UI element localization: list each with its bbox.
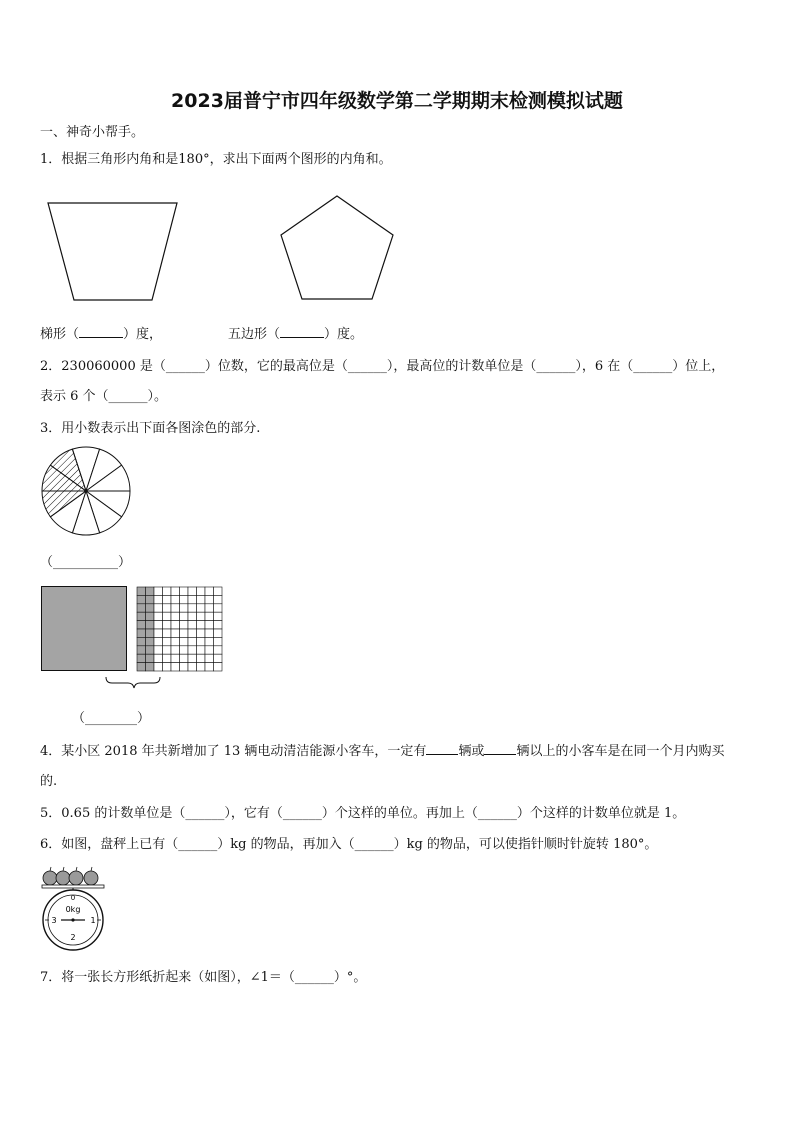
grid-cell	[154, 637, 163, 645]
decimal-squares-figure	[40, 584, 226, 688]
question-1: 1．根据三角形内角和是180°，求出下面两个图形的内角和。	[40, 152, 392, 167]
question-4-part-a: 4．某小区 2018 年共新增加了 13 辆电动清洁能源小客车，一定有	[40, 744, 427, 759]
trapezoid-blank[interactable]	[79, 325, 123, 338]
grid-cell	[188, 646, 197, 654]
grid-cell	[163, 612, 172, 620]
grid-cell	[171, 663, 180, 671]
grid-cell	[205, 604, 214, 612]
grid-cell	[154, 663, 163, 671]
question-3: 3．用小数表示出下面各图涂色的部分.	[40, 421, 261, 436]
grid-cell-shaded	[137, 621, 146, 629]
grid-cell	[197, 612, 206, 620]
grid-cell	[205, 595, 214, 603]
hundred-grid	[137, 587, 222, 671]
grid-cell	[154, 654, 163, 662]
scale-bottom-label: 2	[70, 933, 76, 942]
grid-cell	[214, 587, 223, 595]
grid-cell-shaded	[146, 595, 155, 603]
question-4-blank-2[interactable]	[484, 742, 516, 755]
grid-cell	[154, 646, 163, 654]
grid-cell	[171, 646, 180, 654]
circle-fraction-figure	[40, 444, 132, 538]
grid-cell	[188, 629, 197, 637]
grid-cell	[214, 604, 223, 612]
grid-cell	[188, 637, 197, 645]
scale-figure	[40, 862, 110, 952]
grid-cell	[163, 587, 172, 595]
grid-cell	[197, 663, 206, 671]
grid-cell	[154, 595, 163, 603]
grid-cell	[171, 629, 180, 637]
grid-cell	[163, 663, 172, 671]
grid-cell	[205, 663, 214, 671]
grid-cell	[197, 654, 206, 662]
trapezoid-answer	[40, 323, 162, 342]
question-4-part-b: 辆或	[458, 744, 485, 759]
scale-center-label: 0kg	[65, 905, 81, 914]
grid-cell	[163, 654, 172, 662]
grid-cell	[171, 654, 180, 662]
grid-cell	[205, 612, 214, 620]
scale-tray	[42, 885, 104, 888]
grid-cell	[180, 604, 189, 612]
grid-cell	[171, 587, 180, 595]
grid-cell	[163, 621, 172, 629]
scale-right-label: 1	[90, 916, 96, 925]
grid-cell	[205, 587, 214, 595]
question-4-blank-1[interactable]	[426, 742, 458, 755]
grid-cell	[163, 595, 172, 603]
grid-cell-shaded	[146, 621, 155, 629]
grid-cell	[180, 629, 189, 637]
grid-cell	[197, 604, 206, 612]
grid-cell	[154, 629, 163, 637]
trapezoid-figure	[46, 200, 180, 302]
grid-cell	[197, 621, 206, 629]
scale-left-label: 3	[51, 916, 57, 925]
grid-cell	[154, 612, 163, 620]
grid-cell-shaded	[137, 646, 146, 654]
grid-cell-shaded	[137, 587, 146, 595]
grid-cell	[163, 629, 172, 637]
pentagon-suffix: ）度。	[324, 327, 364, 342]
question-4-part-c: 辆以上的小客车是在同一个月内购买	[516, 744, 725, 759]
question-3-answer-2[interactable]: （________）	[72, 711, 151, 726]
grid-cell-shaded	[146, 654, 155, 662]
grid-cell	[180, 663, 189, 671]
grid-cell	[197, 595, 206, 603]
grid-cell	[188, 587, 197, 595]
pentagon-label: 五边形（	[228, 327, 281, 342]
apples	[43, 867, 98, 885]
grid-cell	[154, 604, 163, 612]
grid-cell	[180, 646, 189, 654]
grid-cell	[214, 654, 223, 662]
brace	[106, 677, 160, 688]
question-3-answer-1[interactable]: （__________）	[40, 555, 132, 570]
grid-cell	[171, 595, 180, 603]
grid-cell	[188, 604, 197, 612]
grid-cell	[163, 646, 172, 654]
grid-cell-shaded	[137, 595, 146, 603]
grid-cell-shaded	[137, 612, 146, 620]
grid-cell	[180, 612, 189, 620]
grid-cell	[171, 621, 180, 629]
grid-cell	[163, 604, 172, 612]
question-4-line1	[40, 740, 724, 759]
question-2-line2: 表示 6 个（______）。	[40, 389, 168, 404]
trapezoid-label: 梯形（	[40, 327, 80, 342]
question-6: 6．如图，盘秤上已有（______）kg 的物品，再加入（______）kg 的物品，可以使指针顺时针旋转 180°。	[40, 837, 658, 852]
grid-cell	[214, 595, 223, 603]
grid-cell	[188, 654, 197, 662]
trapezoid-suffix: ）度，	[123, 327, 163, 342]
grid-cell-shaded	[146, 637, 155, 645]
grid-cell	[171, 612, 180, 620]
pentagon-blank[interactable]	[280, 325, 324, 338]
grid-cell	[180, 654, 189, 662]
grid-cell	[154, 587, 163, 595]
grid-cell-shaded	[146, 612, 155, 620]
grid-cell	[188, 663, 197, 671]
grid-cell	[180, 621, 189, 629]
question-4-line2: 的.	[40, 774, 58, 789]
grid-cell	[171, 637, 180, 645]
grid-cell	[197, 629, 206, 637]
full-shaded-square	[42, 587, 127, 671]
grid-cell	[197, 637, 206, 645]
grid-cell	[180, 595, 189, 603]
grid-cell	[197, 646, 206, 654]
grid-cell-shaded	[137, 604, 146, 612]
grid-cell	[180, 587, 189, 595]
grid-cell-shaded	[137, 637, 146, 645]
grid-cell	[205, 621, 214, 629]
question-2-line1: 2．230060000 是（______）位数，它的最高位是（______），最高位的计数单位是（______），6 在（______）位上，	[40, 359, 725, 374]
grid-cell	[214, 663, 223, 671]
grid-cell	[214, 629, 223, 637]
grid-cell-shaded	[146, 663, 155, 671]
grid-cell	[197, 587, 206, 595]
pentagon-answer	[228, 323, 363, 342]
grid-cell	[154, 621, 163, 629]
grid-cell	[205, 646, 214, 654]
grid-cell	[205, 637, 214, 645]
scale-top-label: 0	[70, 894, 76, 902]
grid-cell-shaded	[146, 587, 155, 595]
grid-cell	[188, 612, 197, 620]
grid-cell	[163, 637, 172, 645]
question-7: 7．将一张长方形纸折起来（如图），∠1＝（______）°。	[40, 970, 367, 985]
grid-cell	[171, 604, 180, 612]
grid-cell	[214, 621, 223, 629]
grid-cell-shaded	[146, 646, 155, 654]
page-title: 2023届普宁市四年级数学第二学期期末检测模拟试题	[171, 90, 623, 112]
grid-cell	[205, 654, 214, 662]
grid-cell-shaded	[137, 663, 146, 671]
pentagon-figure	[279, 194, 395, 302]
grid-cell-shaded	[137, 654, 146, 662]
grid-cell	[205, 629, 214, 637]
grid-cell-shaded	[146, 604, 155, 612]
question-5: 5．0.65 的计数单位是（______），它有（______）个这样的单位。再加上（______）个这样的计数单位就是 1。	[40, 806, 686, 821]
grid-cell	[180, 637, 189, 645]
grid-cell-shaded	[146, 629, 155, 637]
grid-cell-shaded	[137, 629, 146, 637]
grid-cell	[214, 637, 223, 645]
grid-cell	[214, 612, 223, 620]
grid-cell	[188, 621, 197, 629]
grid-cell	[214, 646, 223, 654]
section-heading: 一、神奇小帮手。	[40, 125, 145, 140]
grid-cell	[188, 595, 197, 603]
